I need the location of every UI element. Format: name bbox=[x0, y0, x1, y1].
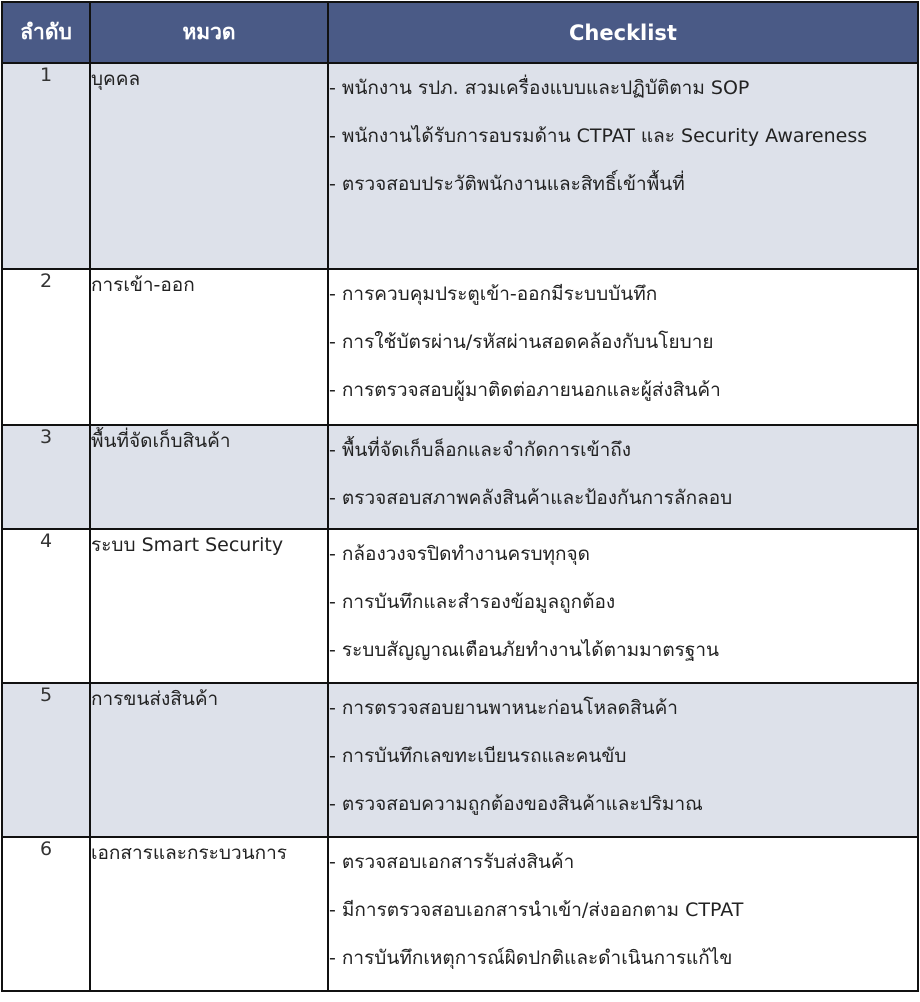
row-number: 6 bbox=[2, 837, 90, 991]
table-body bbox=[2, 63, 918, 991]
row-checklist bbox=[328, 683, 918, 837]
table-row bbox=[2, 63, 918, 269]
row-number: 2 bbox=[2, 269, 90, 425]
table-row bbox=[2, 529, 918, 683]
row-category: พื้นที่จัดเก็บสินค้า bbox=[90, 425, 328, 529]
checklist-item: - ตรวจสอบเอกสารรับส่งสินค้า bbox=[329, 851, 575, 873]
checklist-item: - พนักงานได้รับการอบรมด้าน CTPAT และ Security Awareness bbox=[329, 125, 868, 147]
checklist-item: - การบันทึกเหตุการณ์ผิดปกติและดำเนินการแก้ไข bbox=[329, 947, 733, 969]
row-category: เอกสารและกระบวนการ bbox=[90, 837, 328, 991]
row-category: การเข้า-ออก bbox=[90, 269, 328, 425]
checklist-item: - ตรวจสอบสภาพคลังสินค้าและป้องกันการลักลอบ bbox=[329, 487, 733, 509]
row-checklist bbox=[328, 837, 918, 991]
checklist-item: - ตรวจสอบประวัติพนักงานและสิทธิ์เข้าพื้นที่ bbox=[329, 173, 685, 195]
row-checklist bbox=[328, 425, 918, 529]
checklist-item: - กล้องวงจรปิดทำงานครบทุกจุด bbox=[329, 543, 591, 565]
row-category: ระบบ Smart Security bbox=[90, 529, 328, 683]
row-number: 5 bbox=[2, 683, 90, 837]
checklist-item: - การตรวจสอบผู้มาติดต่อภายนอกและผู้ส่งสินค้า bbox=[329, 379, 721, 401]
checklist-item: - ตรวจสอบความถูกต้องของสินค้าและปริมาณ bbox=[329, 793, 703, 815]
checklist-item: - การใช้บัตรผ่าน/รหัสผ่านสอดคล้องกับนโยบาย bbox=[329, 331, 714, 353]
table-row bbox=[2, 683, 918, 837]
header-category: หมวด bbox=[90, 2, 328, 63]
row-number: 3 bbox=[2, 425, 90, 529]
row-number: 4 bbox=[2, 529, 90, 683]
header-checklist: Checklist bbox=[328, 2, 918, 63]
row-checklist bbox=[328, 269, 918, 425]
row-category: การขนส่งสินค้า bbox=[90, 683, 328, 837]
table-row bbox=[2, 837, 918, 991]
checklist-table bbox=[1, 1, 919, 992]
checklist-item: - การบันทึกและสำรองข้อมูลถูกต้อง bbox=[329, 591, 616, 613]
table-row bbox=[2, 425, 918, 529]
table-header bbox=[2, 2, 918, 63]
checklist-item: - พนักงาน รปภ. สวมเครื่องแบบและปฏิบัติตาม SOP bbox=[329, 77, 750, 99]
table-row bbox=[2, 269, 918, 425]
row-checklist bbox=[328, 529, 918, 683]
header-no: ลำดับ bbox=[2, 2, 90, 63]
checklist-item: - การตรวจสอบยานพาหนะก่อนโหลดสินค้า bbox=[329, 697, 678, 719]
checklist-item: - การควบคุมประตูเข้า-ออกมีระบบบันทึก bbox=[329, 283, 658, 305]
checklist-item: - ระบบสัญญาณเตือนภัยทำงานได้ตามมาตรฐาน bbox=[329, 639, 720, 661]
checklist-item: - พื้นที่จัดเก็บล็อกและจำกัดการเข้าถึง bbox=[329, 439, 632, 461]
row-checklist bbox=[328, 63, 918, 269]
checklist-item: - มีการตรวจสอบเอกสารนำเข้า/ส่งออกตาม CTPAT bbox=[329, 899, 744, 921]
header-row bbox=[2, 2, 918, 63]
row-number: 1 bbox=[2, 63, 90, 269]
checklist-item: - การบันทึกเลขทะเบียนรถและคนขับ bbox=[329, 745, 627, 767]
row-category: บุคคล bbox=[90, 63, 328, 269]
